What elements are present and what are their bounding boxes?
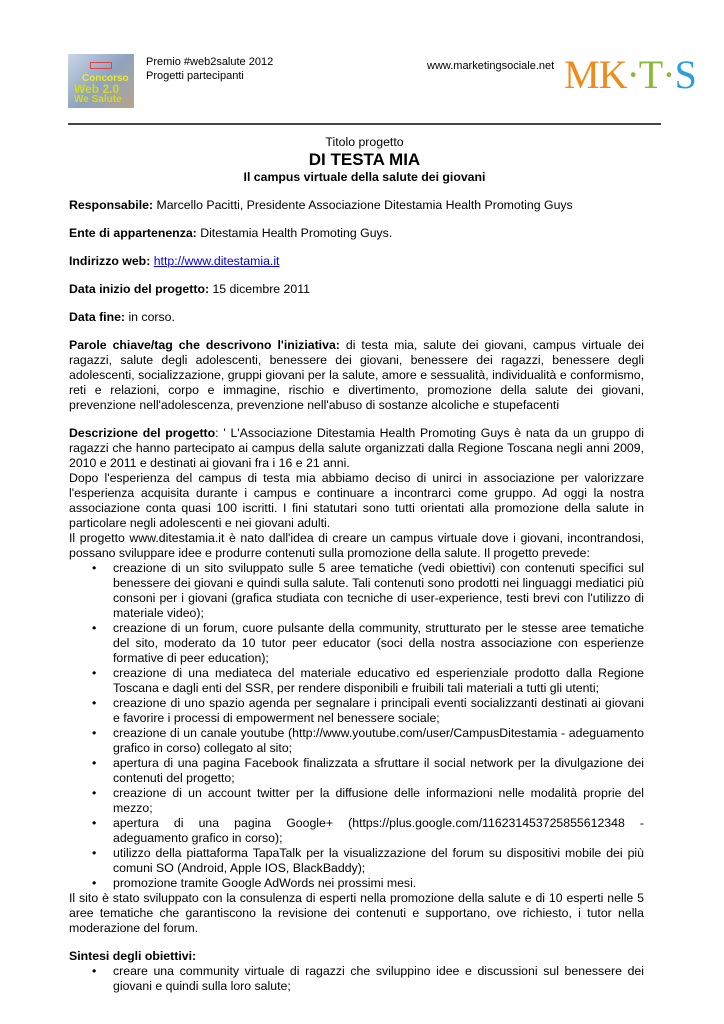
label: Sintesi degli obiettivi: — [69, 949, 197, 963]
field-end-date — [69, 310, 644, 325]
title-block — [68, 135, 661, 185]
project-subtitle: Il campus virtuale della salute dei giovani — [243, 170, 486, 184]
label: Data fine: — [69, 310, 126, 324]
description-p4: Il sito è stato sviluppato con la consulenza di esperti nella promozione della salute e di 10 esperti nelle 5 aree tematiche che garantiscono la revisione dei contenuti e supportano, ove richiesto, i tutor nella moderazione del forum. — [69, 891, 644, 935]
logo-letter: · — [662, 52, 675, 97]
list-item: • creazione di un account twitter per la diffusione delle informazioni nelle modalità proprie del mezzo; — [113, 786, 644, 816]
label: Responsabile: — [69, 198, 154, 212]
list-item: • apertura di una pagina Facebook finalizzata a sfruttare il social network per la divulgazione dei contenuti del progetto; — [113, 756, 644, 786]
list-item: • promozione tramite Google AdWords nei prossimi mesi. — [113, 876, 644, 891]
header-text — [146, 55, 273, 83]
list-item: • creare una community virtuale di ragazzi che sviluppino idee e discussioni sul benessere dei giovani e quindi sulla loro salute; — [113, 964, 644, 994]
value: in corso. — [125, 310, 175, 324]
project-features-list — [69, 561, 644, 891]
site-url[interactable]: www.marketingsociale.net — [427, 60, 555, 72]
description-p3: Il progetto www.ditestamia.it è nato dall'idea di creare un campus virtuale dove i giovani, incontrandosi, possano sviluppare idee e produrre contenuti sulla promozione della salute. Il progetto prevede: — [69, 531, 644, 560]
value: Marcello Pacitti, Presidente Associazione Ditestamia Health Promoting Guys — [153, 198, 573, 212]
value: 15 dicembre 2011 — [209, 282, 310, 296]
list-item: • creazione di un forum, cuore pulsante della community, strutturato per le stesse aree tematiche del sito, moderato da 10 tutor peer educator (soci della nostra associazione con esperienze formative di peer education); — [113, 621, 644, 666]
label: Parole chiave/tag che descrivono l'iniziativa: — [69, 338, 340, 352]
mkts-logo — [564, 50, 696, 100]
logo-letter: S — [674, 52, 696, 97]
field-responsabile — [69, 198, 644, 213]
label: Indirizzo web: — [69, 254, 151, 268]
label: Data inizio del progetto: — [69, 282, 210, 296]
header-subtitle: Progetti partecipanti — [146, 70, 244, 82]
logo-letter: K — [598, 52, 627, 97]
list-item: • creazione di una mediateca del materiale educativo ed esperienziale prodotto dalla Regione Toscana e dagli enti del SSR, per rendere disponibili e fruibili tali materiali a tutti gli utenti; — [113, 666, 644, 696]
label: Ente di appartenenza: — [69, 226, 197, 240]
logo-letter: T — [638, 52, 663, 97]
field-start-date — [69, 282, 644, 297]
list-item: • creazione di uno spazio agenda per segnalare i principali eventi socializzanti destinati ai giovani e favorire i processi di empowerment nel benessere sociale; — [113, 696, 644, 726]
field-web — [69, 254, 644, 269]
field-tags — [69, 338, 644, 413]
document-body — [69, 198, 644, 994]
title-label: Titolo progetto — [325, 135, 404, 149]
project-title: DI TESTA MIA — [308, 150, 421, 169]
website-link[interactable]: http://www.ditestamia.it — [153, 254, 280, 268]
field-ente — [69, 226, 644, 241]
contest-logo-image: Concorso Web 2.0 We Salute — [68, 54, 134, 108]
list-item: • creazione di un sito sviluppato sulle 5 aree tematiche (vedi obiettivi) con contenuti specifici sul benessere dei giovani e quindi sulla salute. Tali contenuti sono prodotti nei linguaggi mediatici più consoni per i giovani (grafica studiata con tecniche di user-experience, testi brevi con l'utilizzo di materiale video); — [113, 561, 644, 621]
list-item: • utilizzo della piattaforma TapaTalk per la visualizzazione del forum su dispositivi mobile dei più comuni SO (Android, Apple IOS, BlackBaddy); — [113, 846, 644, 876]
logo-letter: M — [564, 52, 599, 97]
header-award: Premio #web2salute 2012 — [146, 56, 274, 68]
label: Descrizione del progetto — [69, 426, 216, 440]
objectives-list — [69, 964, 644, 994]
logo-letter: · — [626, 52, 639, 97]
value: : ' L'Associazione Ditestamia Health Promoting Guys è nata da un gruppo di ragazzi che hanno partecipato ai campus della salute organizzati dalla Regione Toscana negli anni 2009, 2010 e 2011 e destinati ai giovani fra i 16 e 21 anni. — [69, 426, 644, 470]
header-divider — [68, 123, 661, 125]
list-item: • creazione di un canale youtube (http://www.youtube.com/user/CampusDitestamia - adeguamento grafico in corso) collegato al sito; — [113, 726, 644, 756]
value: di testa mia, salute dei giovani, campus virtuale dei ragazzi, salute degli adolescenti, benessere dei giovani, benessere dei ragazzi, benessere degli adolescenti, socializzazione, gruppi giovani per la salute, amore e sessualità, individualità e conformismo, reti e relazioni, corpo e immagine, rischio e divertimento, promozione della salute dei giovani, prevenzione nell'adolescenza, prevenzione nell'abuso di sostanze alcoliche e stupefacenti — [69, 338, 644, 412]
list-item: • apertura di una pagina Google+ (https://plus.google.com/116231453725855612348 - adeguamento grafico in corso); — [113, 816, 644, 846]
description-p2: Dopo l'esperienza del campus di testa mia abbiamo deciso di unirci in associazione per valorizzare l'esperienza acquisita durante i campus e continuare a incontrarci come gruppo. Ad oggi la nostra associazione conta quasi 100 iscritti. I fini statutari sono tutti orientati alla promozione della salute in particolare negli adolescenti e nei giovani adulti. — [69, 471, 644, 530]
description-p1 — [69, 426, 644, 471]
value: Ditestamia Health Promoting Guys. — [196, 226, 393, 240]
objectives-heading — [69, 949, 644, 964]
